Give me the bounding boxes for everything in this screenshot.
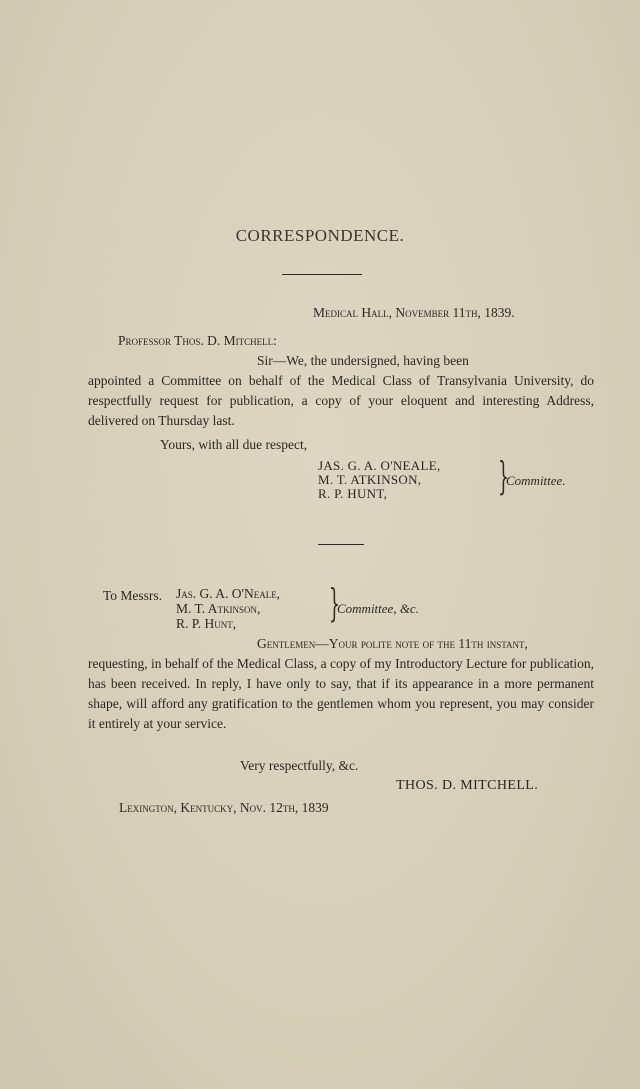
letter1-opening-text: Sir—We, the undersigned, having been [257,353,469,368]
addressee-2: M. T. Atkinson, [176,601,261,616]
letter1-opening-line [257,351,469,371]
signer-3: R. P. HUNT, [318,486,388,501]
to-prefix: To Messrs. [103,588,163,603]
letter1-body: appointed a Committee on behalf of the Medical Class of Transylvania University, do respectfully request for publication, a copy of your eloquent and interesting Address, delivered on Thursday last. [88,373,594,428]
dateline: Medical Hall, November 11th, 1839. [313,305,515,320]
page-title: CORRESPONDENCE. [235,226,405,245]
committee-label-1: Committee. [506,473,566,488]
addressee-3: R. P. Hunt, [176,616,237,631]
place-date: Lexington, Kentucky, Nov. 12th, 1839 [119,800,329,815]
signature: THOS. D. MITCHELL. [396,778,539,793]
letter2-opening-line [257,634,528,654]
addressee-list [176,586,280,631]
signer-brace: } [498,454,509,498]
signer-2: M. T. ATKINSON, [318,472,422,487]
salutation: Professor Thos. D. Mitchell: [118,333,277,348]
letter2-closing: Very respectfully, &c. [240,758,359,773]
addressee-brace: } [329,581,340,625]
letter2-opening-text: Gentlemen—Your polite note of the 11th instant, [257,636,528,651]
divider-top [282,274,362,275]
signer-1: JAS. G. A. O'NEALE, [318,458,441,473]
signer-list [318,459,441,501]
committee-label-2: Committee, &c. [337,601,419,616]
divider-middle [318,544,364,545]
addressee-1: Jas. G. A. O'Neale, [176,586,281,601]
letter2-body: requesting, in behalf of the Medical Class, a copy of my Introductory Lecture for publication, has been received. In reply, I have only to say, that if its appearance in a more permanent shape, will afford any gratification to the gentlemen whom you represent, you may consider it entirely at your service. [88,656,594,731]
letter1-closing: Yours, with all due respect, [160,437,308,452]
